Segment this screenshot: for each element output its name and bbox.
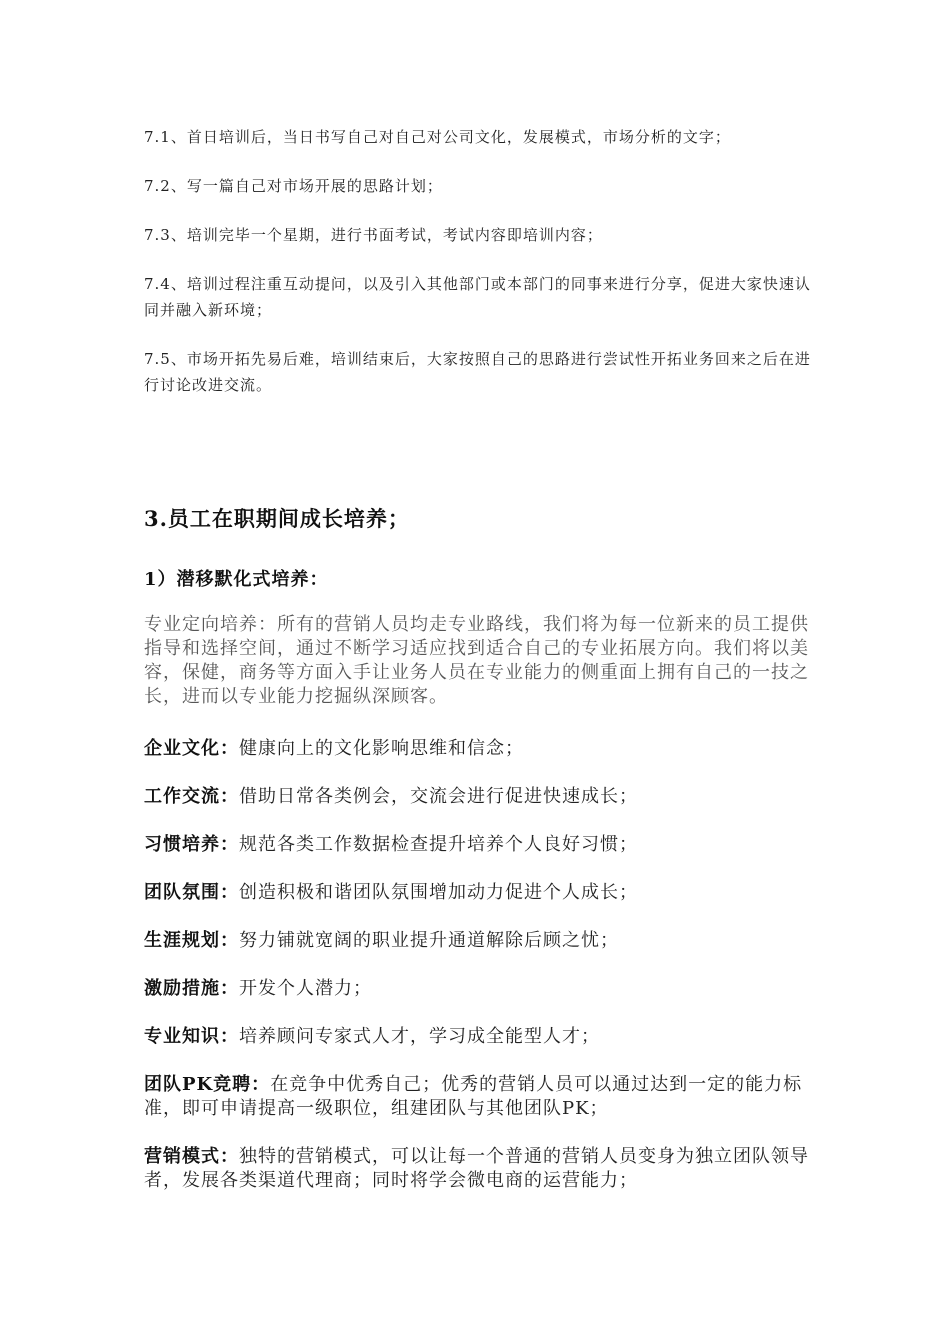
measure-term: 企业文化： (144, 738, 239, 759)
section-heading: 3.员工在职期间成长培养； (144, 506, 410, 531)
measure-item (144, 929, 824, 953)
measure-text: 在竞争中优秀自己；优秀的营销人员可以通过达到一定的能力标准，即可申请提高一级职位，组建团队与其他团队PK； (144, 1074, 803, 1119)
measure-item (144, 737, 824, 761)
measure-text: 健康向上的文化影响思维和信念； (239, 738, 524, 759)
intro-paragraph: 专业定向培养：所有的营销人员均走专业路线，我们将为每一位新来的员工提供指导和选择空间，通过不断学习适应找到适合自己的专业拓展方向。我们将以美容，保健，商务等方面入手让业务人员在专业能力的侧重面上拥有自己的一技之长，进而以专业能力挖掘纵深顾客。 (144, 614, 809, 707)
measure-term: 团队氛围： (144, 882, 239, 903)
measure-term: 工作交流： (144, 786, 239, 807)
measure-item (144, 881, 824, 905)
measure-item (144, 1145, 824, 1193)
measure-term: 习惯培养： (144, 834, 239, 855)
measure-item (144, 1073, 824, 1121)
training-step-item: 7.1、首日培训后，当日书写自己对自己对公司文化，发展模式，市场分析的文字； (144, 128, 731, 146)
measure-text: 努力铺就宽阔的职业提升通道解除后顾之忧； (239, 930, 619, 951)
training-steps-list (144, 124, 824, 421)
measure-text: 开发个人潜力； (239, 978, 372, 999)
growth-measures-list (144, 737, 824, 1217)
measure-term: 团队PK竞聘： (144, 1074, 271, 1095)
measure-term: 生涯规划： (144, 930, 239, 951)
measure-item (144, 785, 824, 809)
measure-term: 营销模式： (144, 1146, 239, 1167)
measure-term: 激励措施： (144, 978, 239, 999)
measure-text: 培养顾问专家式人才，学习成全能型人才； (239, 1026, 600, 1047)
measure-item (144, 1025, 824, 1049)
training-step-item: 7.5、市场开拓先易后难，培训结束后，大家按照自己的思路进行尝试性开拓业务回来之后在进行讨论改进交流。 (144, 350, 811, 394)
measure-item (144, 833, 824, 857)
measure-text: 规范各类工作数据检查提升培养个人良好习惯； (239, 834, 638, 855)
subsection-heading: 1）潜移默化式培养： (144, 569, 329, 590)
measure-text: 独特的营销模式，可以让每一个普通的营销人员变身为独立团队领导者，发展各类渠道代理商；同时将学会微电商的运营能力； (144, 1146, 809, 1191)
measure-text: 借助日常各类例会，交流会进行促进快速成长； (239, 786, 638, 807)
training-step-item: 7.2、写一篇自己对市场开展的思路计划； (144, 177, 443, 195)
measure-text: 创造积极和谐团队氛围增加动力促进个人成长； (239, 882, 638, 903)
measure-item (144, 977, 824, 1001)
training-step-item: 7.4、培训过程注重互动提问，以及引入其他部门或本部门的同事来进行分享，促进大家快速认同并融入新环境； (144, 275, 811, 319)
measure-term: 专业知识： (144, 1026, 239, 1047)
training-step-item: 7.3、培训完毕一个星期，进行书面考试，考试内容即培训内容； (144, 226, 603, 244)
